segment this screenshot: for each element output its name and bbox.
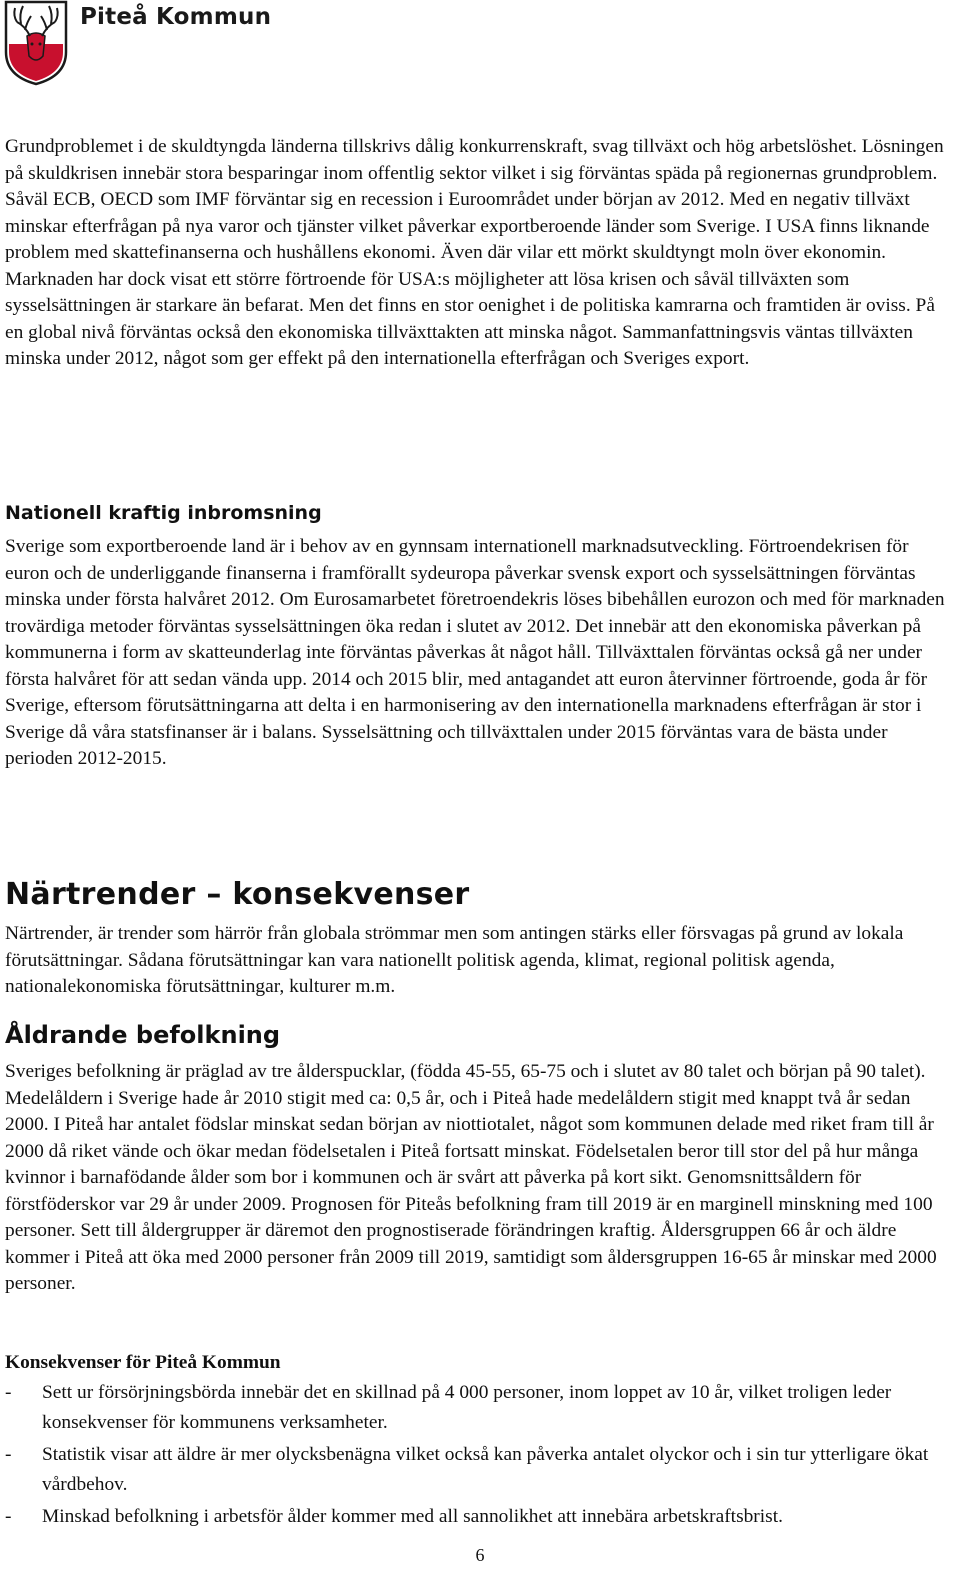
nationell-paragraph: Sverige som exportberoende land är i behov av en gynnsam internationell marknadsutveckling. Förtroendekrisen för euron och de underliggande finanserna i framförallt sydeuropa påverkar svensk export och sysselsättningen förväntas minska under första halvåret 2012. Om Eurosamarbetet företroendekris löses bibehållen eurozon och med för marknaden trovärdiga metoder förväntas sysselsättningen öka redan i slutet av 2012. Det innebär att den ekonomiska påverkan på kommunerna i form av skatteunderlag inte förväntas påverkas åt något håll. Tillväxttalen förväntas också gå ner under första halvåret för att sedan vända upp. 2014 och 2015 blir, med antagandet att euron återvinner förtroende, goda år för Sverige, eftersom förutsättningarna att delta i en harmonisering av den internationella marknadens efterfrågan är stor i Sverige då våra statsfinanser är i balans. Sysselsättning och tillväxttalen under 2015 förväntas vara de bästa under perioden 2012-2015. — [5, 536, 945, 769]
aldrande-paragraph: Sveriges befolkning är präglad av tre ålderspucklar, (födda 45-55, 65-75 och i slutet av 80 talet och början på 90 talet). Medelåldern i Sverige hade år 2010 stigit med ca: 0,5 år, och i Piteå hade medelåldern stigit med knappt två år sedan 2000. I Piteå har antalet födslar minskat sedan början av niottiotalet, något som kommunen delade med riket fram till år 2000 då riket vände och ökar medan födelsetalen i Piteå fortsatt minskat. Födelsetalen beror till stor del på hur många kvinnor i barnafödande ålder som bor i kommunen och är svårt att påverka på kort sikt. Genomsnittsåldern för förstföderskor var 29 år under 2009. Prognosen för Piteås befolkning fram till 2019 är en marginell minskning med 100 personer. Sett till åldergrupper är däremot den prognostiserade förändringen kraftig. Åldersgruppen 66 år och äldre kommer i Piteå att öka med 2000 personer från 2009 till 2019, samtidigt som åldersgruppen 16-65 år minskar med 2000 personer. — [5, 1061, 937, 1294]
bullet-dash: - — [5, 1506, 12, 1527]
nartrender-paragraph: Närtrender, är trender som härrör från globala strömmar men som antingen stärks eller försvagas på grund av lokala förutsättningar. Sådana förutsättningar kan vara nationellt politisk agenda, klimat, regional politisk agenda, nationalekonomiska förutsättningar, kulturer m.m. — [5, 923, 904, 997]
brand-name: Piteå Kommun — [80, 4, 272, 30]
page-number: 6 — [475, 1545, 485, 1565]
consequences-list — [5, 1378, 957, 1535]
list-item — [5, 1440, 957, 1499]
list-item-text: Sett ur försörjningsbörda innebär det en skillnad på 4 000 personer, inom loppet av 10 år, vilket troligen leder konsekvenser för kommunens verksamheter. — [42, 1382, 892, 1433]
list-item-text: Statistik visar att äldre är mer olycksbenägna vilket också kan påverka antalet olyckor och i sin tur ytterligare ökat vårdbehov. — [42, 1444, 929, 1495]
section-heading-aldrande: Åldrande befolkning — [5, 1021, 281, 1049]
coat-of-arms-logo — [3, 0, 69, 86]
bullet-dash: - — [5, 1382, 12, 1403]
list-item — [5, 1502, 957, 1532]
section-heading-nartrender: Närtrender – konsekvenser — [5, 877, 470, 912]
consequences-heading: Konsekvenser för Piteå Kommun — [5, 1352, 281, 1373]
list-item — [5, 1378, 957, 1437]
bullet-dash: - — [5, 1444, 12, 1465]
intro-paragraph: Grundproblemet i de skuldtyngda länderna tillskrivs dålig konkurrenskraft, svag tillväxt och hög arbetslöshet. Lösningen på skuldkrisen innebär stora besparingar inom offentlig sektor vilket i sig förväntas späda på regionernas grundproblem. Såväl ECB, OECD som IMF förväntar sig en recession i Euroområdet under början av 2012. Med en negativ tillväxt minskar efterfrågan på nya varor och tjänster vilket påverkar exportberoende länder som Sverige. I USA finns liknande problem med skattefinanserna och hushållens ekonomi. Även där vilar ett mörkt skuldtyngt moln över ekonomin. Marknaden har dock visat ett större förtroende för USA:s möjligheter att lösa krisen och såväl tillväxten som sysselsättningen är starkare än befarat. Men det finns en stor oenighet i de politiska kamrarna och framtiden är oviss. På en global nivå förväntas också den ekonomiska tillväxttakten att minska något. Sammanfattningsvis väntas tillväxten minska under 2012, något som ger effekt på den internationella efterfrågan och Sveriges export. — [5, 136, 944, 369]
section-heading-nationell: Nationell kraftig inbromsning — [5, 502, 322, 524]
list-item-text: Minskad befolkning i arbetsför ålder kommer med all sannolikhet att innebära arbetskraftsbrist. — [42, 1506, 783, 1527]
